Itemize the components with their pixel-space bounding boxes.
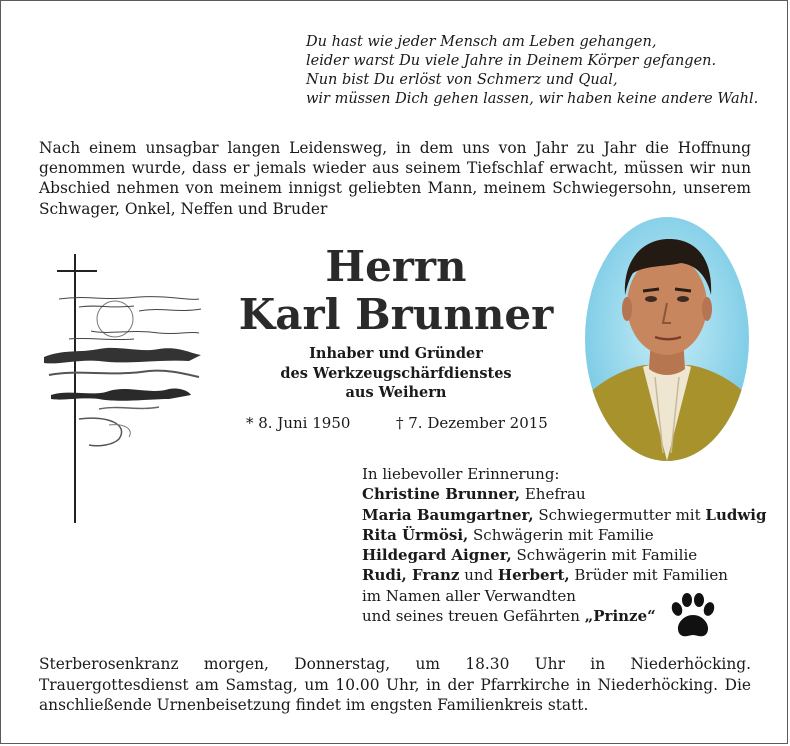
death-date: † 7. Dezember 2015 xyxy=(396,414,548,432)
portrait-photo xyxy=(585,217,749,461)
mourner-name: Christine Brunner, xyxy=(362,485,521,504)
deceased-role xyxy=(231,344,561,403)
intro-paragraph: Nach einem unsagbar langen Leidensweg, in dem uns von Jahr zu Jahr die Hoffnung genommen wurde, dass er jemals wieder aus seinem Tiefschlaf erwacht, müssen wir nun Abschied nehmen von meinem innigst geliebten Mann, meinem Schwiegersohn, unserem Schwager, Onkel, Neffen und Bruder xyxy=(39,139,751,218)
mourner-entry xyxy=(362,545,762,565)
role-line: Inhaber und Gründer xyxy=(309,345,483,362)
mourner-name: Maria Baumgartner, xyxy=(362,505,534,524)
poem-line: wir müssen Dich gehen lassen, wir haben keine andere Wahl. xyxy=(306,91,759,107)
pet-name: „Prinze“ xyxy=(584,607,656,626)
birth-date: * 8. Juni 1950 xyxy=(246,414,351,432)
mourners-heading: In liebevoller Erinnerung: xyxy=(362,465,560,483)
mourner-entry xyxy=(362,505,767,525)
poem-line: Nun bist Du erlöst von Schmerz und Qual, xyxy=(306,72,618,88)
poem-line: Du hast wie jeder Mensch am Leben gehangen, xyxy=(306,34,657,50)
mourner-entry xyxy=(362,525,762,545)
mourner-relation: Ehefrau xyxy=(520,485,586,504)
pet-prefix: und seines treuen Gefährten xyxy=(362,607,585,626)
brothers-conjunction: und xyxy=(459,566,498,585)
funeral-details: Sterberosenkranz morgen, Donnerstag, um 18.30 Uhr in Niederhöcking. Trauergottesdienst am Samstag, um 10.00 Uhr, in der Pfarrkirche in Niederhöcking. Die anschließende Urnenbeisetzung findet im engsten Familienkreis statt. xyxy=(39,655,751,714)
cross-with-moon-landscape-icon xyxy=(39,249,209,529)
brothers-names: Rudi, Franz xyxy=(362,566,460,585)
mourner-entry xyxy=(362,484,762,504)
poem-line: leider warst Du viele Jahre in Deinem Körper gefangen. xyxy=(306,53,717,69)
role-line: des Werkzeugschärfdienstes xyxy=(280,364,512,382)
mourner-relation: Schwiegermutter mit xyxy=(533,505,706,524)
mourner-relation: Schwägerin mit Familie xyxy=(468,525,654,544)
role-line: aus Weihern xyxy=(345,384,447,401)
poem xyxy=(306,33,776,109)
mourner-name: Hildegard Aigner, xyxy=(362,546,512,565)
mourner-name: Rita Ürmösi, xyxy=(362,525,469,544)
relatives-line: im Namen aller Verwandten xyxy=(362,586,576,605)
deceased-name: Karl Brunner xyxy=(238,290,554,339)
brothers-name-last: Herbert, xyxy=(497,566,570,585)
mourner-entry-brothers xyxy=(362,565,762,585)
paw-print-icon xyxy=(667,593,717,639)
deceased-name-block xyxy=(231,243,561,339)
brothers-relation: Brüder mit Familien xyxy=(569,566,728,585)
mourner-relation: Schwägerin mit Familie xyxy=(511,546,698,565)
salutation: Herrn xyxy=(325,242,467,291)
mourner-name-extra: Ludwig xyxy=(705,505,767,524)
